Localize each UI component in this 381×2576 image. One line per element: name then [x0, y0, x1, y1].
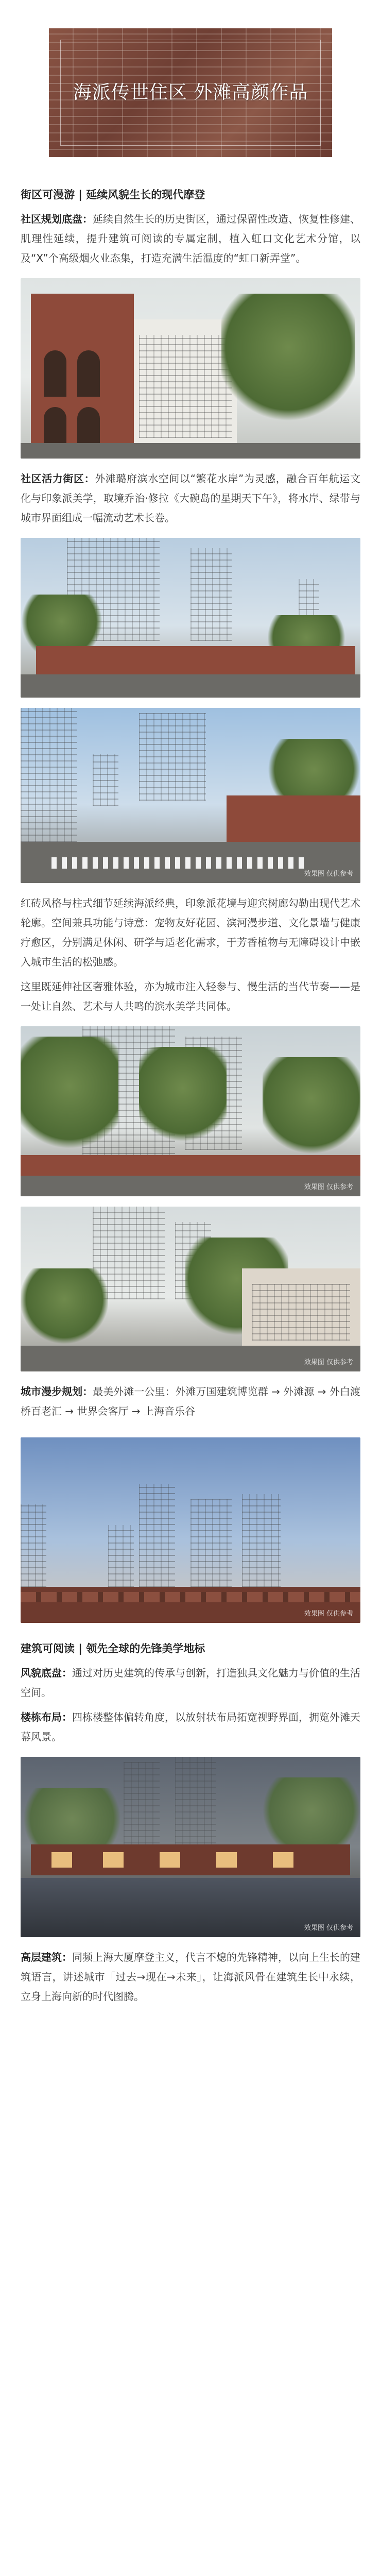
photo-caption: 效果图 仅供参考 — [304, 1359, 353, 1366]
article-content — [0, 185, 381, 2006]
photo-caption: 效果图 仅供参考 — [304, 870, 353, 878]
photo-caption: 效果图 仅供参考 — [304, 1610, 353, 1618]
paragraph-heritage-base — [21, 1663, 360, 1702]
photo-brick-lowrise-trees — [21, 1026, 360, 1196]
photo-street-crossing — [21, 708, 360, 883]
hero-banner-area — [0, 0, 381, 185]
section-heading-street: 街区可漫游 | 延续风貌生长的现代摩登 — [21, 189, 205, 201]
label-city-walk: 城市漫步规划： — [21, 1385, 93, 1398]
photo-night-waterfront — [21, 1757, 360, 1937]
banner-title: 海派传世住区 外滩高颜作品 — [73, 82, 308, 103]
photo-caption: 效果图 仅供参考 — [304, 1924, 353, 1932]
label-building-layout: 楼栋布局： — [21, 1711, 72, 1723]
paragraph-community-vitality — [21, 469, 360, 528]
photo-towers-brick-wall — [21, 538, 360, 698]
text-community-vitality: 外滩璐府滨水空间以“繁花水岸”为灵感，融合百年航运文化与印象派美学，取境乔治·修拉《大碗岛的星期天下午》，将水岸、绿带与城市界面组成一幅流动艺术长卷。 — [21, 472, 360, 524]
label-community-planning: 社区规划底盘： — [21, 213, 93, 225]
paragraph-community-planning — [21, 209, 360, 268]
text-community-planning: 延续自然生长的历史街区，通过保留性改造、恢复性修建、肌理性延续，提升建筑可阅读的专属定制，植入虹口文化艺术分馆，以及“X”个高级烟火业态集，打造充满生活温度的“虹口新弄堂”。 — [21, 213, 360, 264]
section-heading-architecture: 建筑可阅读 | 领先全球的先锋美学地标 — [21, 1642, 205, 1655]
paragraph-waterfront-community: 这里既延伸社区奢雅体验，亦为城市注入轻参与、慢生活的当代节奏——是一处让自然、艺术与人共鸣的滨水美学共同体。 — [21, 980, 360, 1012]
text-heritage-base: 通过对历史建筑的传承与创新，打造独具文化魅力与价值的生活空间。 — [21, 1667, 360, 1699]
paragraph-brick-style: 红砖风格与柱式细节延续海派经典，印象派花境与迎宾树廊勾勒出现代艺术轮廓。空间兼具功能与诗意：宠物友好花园、滨河漫步道、文化景墙与健康疗愈区，分别满足休闲、研学与适老化需求，于芳香植物与无障碍设计中嵌入城市生活的松弛感。 — [21, 897, 360, 968]
text-building-layout: 四栋楼整体偏转角度，以放射状布局拓宽视野界面，拥览外滩天幕风景。 — [21, 1711, 360, 1743]
photo-caption: 效果图 仅供参考 — [304, 1183, 353, 1191]
text-highrise: 同频上海大厦摩登主义，代言不熄的先锋精神，以向上生长的建筑语言，讲述城市「过去→现在→未来」，让海派风骨在建筑生长中永续，立身上海向新的时代图腾。 — [21, 1951, 360, 2003]
photo-brick-arcade-street — [21, 278, 360, 459]
label-community-vitality: 社区活力街区： — [21, 472, 95, 485]
label-highrise: 高层建筑： — [21, 1951, 72, 1963]
label-heritage-base: 风貌底盘： — [21, 1667, 72, 1679]
paragraph-building-layout — [21, 1707, 360, 1747]
paragraph-city-walk — [21, 1382, 360, 1421]
photo-heritage-street — [21, 1207, 360, 1371]
photo-aerial-towers — [21, 1437, 360, 1623]
paragraph-highrise — [21, 1947, 360, 2006]
hero-banner — [49, 28, 332, 157]
text-city-walk: 最美外滩一公里：外滩万国建筑博览群 → 外滩源 → 外白渡桥百老汇 → 世界会客厅 → 上海音乐谷 — [21, 1385, 361, 1417]
